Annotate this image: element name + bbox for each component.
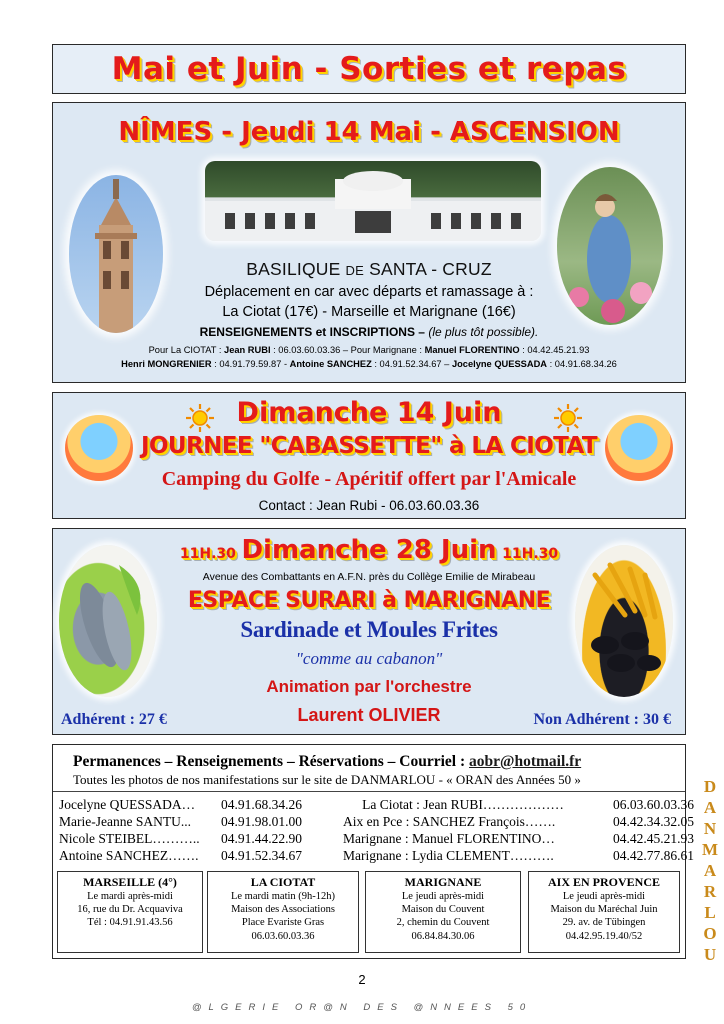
sardinade-date: Dimanche 28 Juin [241,535,497,565]
contact-phone: : 04.91.79.59.87 - [214,359,288,369]
page-number: 2 [358,972,366,987]
contact-phone: : 06.03.60.03.36 – Pour Marignane : [273,345,422,355]
cabassette-date: Dimanche 14 Juin [236,397,502,428]
basilica-photo [205,161,541,241]
contact-name: Jocelyne QUESSADA… [59,797,196,812]
sardinade-place: ESPACE SURARI à MARIGNANE [187,588,551,613]
contact-name: Marignane : Lydia CLEMENT………. [343,848,554,863]
office-marignane [365,871,521,953]
photos-notice: Toutes les photos de nos manifestations sur le site de DANMARLOU - « ORAN des Années 50 » [73,772,581,787]
side-watermark: DANMARLOU [701,777,719,964]
contact-phone: : 04.91.52.34.67 – [374,359,450,369]
contact-name: Antoine SANCHEZ [289,359,372,369]
office-line: 06.84.84.30.06 [411,930,475,942]
office-line: Le mardi après-midi [87,891,173,902]
sardinade-date-line [53,535,685,565]
contact-phone: 04.42.34.32.05 [613,814,694,829]
contact-phone: 06.03.60.03.36 [613,797,694,812]
contact-phone: : 04.91.68.34.26 [549,359,617,369]
contact-phone: 04.91.98.01.00 [221,814,302,829]
contact-phone: 04.91.52.34.67 [221,848,302,863]
sardinade-band: Laurent OLIVIER [297,705,441,725]
basilica-name [53,259,685,280]
nimes-contacts-line2 [53,359,685,369]
sardinade-animation: Animation par l'orchestre [266,677,472,696]
office-line: Le jeudi après-midi [562,891,646,902]
contact-name: Marignane : Manuel FLORENTINO… [343,831,555,846]
footer-tagline: @LGERIE OR@N DES @NNEES 50 [191,1002,533,1013]
divider [53,791,685,792]
office-la-ciotat [207,871,359,953]
sardinade-address: Avenue des Combattants en A.F.N. près du Collège Emilie de Mirabeau [202,571,536,583]
nimes-transport-line: Déplacement en car avec départs et ramassage à : [204,284,534,300]
page-title: Mai et Juin - Sorties et repas [111,51,627,87]
start-time: 11H.30 [179,546,236,562]
office-line: Le mardi matin (9h-12h) [230,891,336,902]
contact-phone: 04.42.45.21.93 [613,831,694,846]
sardinade-menu: Sardinade et Moules Frites [240,617,498,642]
sardinade-quote: "comme au cabanon" [295,649,443,668]
cabassette-section [52,392,686,519]
office-line: 29. av. de Tübingen [562,917,646,929]
office-line: Maison du Maréchal Juin [550,904,658,916]
title-banner [52,44,686,94]
office-name: LA CIOTAT [250,875,316,889]
contact-name: Manuel FLORENTINO [424,345,520,355]
office-line: Maison des Associations [231,904,335,916]
virgin-statue-photo [557,167,663,325]
office-line: Tél : 04.91.91.43.56 [87,917,173,929]
permanences-label: Permanences – Renseignements – Réservations – Courriel : [73,753,466,770]
office-line: 2, chemin du Couvent [396,917,490,929]
registration-label: RENSEIGNEMENTS et INSCRIPTIONS – [199,325,425,339]
contact-name: Aix en Pce : SANCHEZ François……. [343,814,556,829]
contact-name: Jean RUBI [224,345,271,355]
contact-name: La Ciotat : Jean RUBI……………… [362,797,564,812]
office-line: Place Evariste Gras [241,917,325,929]
contact-phone: 04.91.68.34.26 [221,797,302,812]
basilica-word: BASILIQUE [246,259,341,279]
office-aix-en-provence [528,871,680,953]
email-link[interactable]: aobr@hotmail.fr [469,753,582,770]
contact-phone: : 04.42.45.21.93 [522,345,590,355]
contact-name: Marie-Jeanne SANTU... [59,814,191,829]
cabassette-contact: Contact : Jean Rubi - 06.03.60.03.36 [258,498,480,513]
contact-name: Nicole STEIBEL……….. [59,831,200,846]
office-marseille [57,871,203,953]
office-line: 04.42.95.19.40/52 [565,930,643,942]
contact-phone: 04.42.77.86.61 [613,848,694,863]
contact-phone: 04.91.44.22.90 [221,831,302,846]
registration-note: (le plus tôt possible). [428,325,539,339]
office-name: MARIGNANE [404,875,482,889]
sardinade-section [52,528,686,735]
contact-prefix: Pour La CIOTAT : [148,345,222,355]
nimes-title: NÎMES - Jeudi 14 Mai - ASCENSION [118,117,620,147]
basilica-de: DE [345,263,365,278]
nimes-registration-line [53,325,685,339]
office-line: 06.03.60.03.36 [251,930,315,942]
office-line: Le jeudi après-midi [401,891,485,902]
start-time: 11H.30 [502,546,559,562]
cabassette-title: JOURNEE "CABASSETTE" à LA CIOTAT [141,433,597,459]
cabassette-subtitle: Camping du Golfe - Apéritif offert par l'Amicale [161,468,577,490]
nimes-section [52,102,686,383]
office-name: MARSEILLE (4°) [83,875,177,889]
contact-name: Antoine SANCHEZ……. [59,848,199,863]
non-member-price: Non Adhérent : 30 € [533,711,671,728]
nimes-contacts-line1 [53,345,685,355]
office-line: Maison du Couvent [401,904,485,916]
basilica-place: SANTA - CRUZ [369,259,492,279]
permanences-heading [73,753,581,771]
nimes-price-line: La Ciotat (17€) - Marseille et Marignane (16€) [222,304,516,320]
office-line: 16, rue du Dr. Acquaviva [77,904,183,916]
contact-name: Jocelyne QUESSADA [451,359,548,369]
contacts-section [52,744,694,959]
member-price: Adhérent : 27 € [61,711,167,728]
contact-name: Henri MONGRENIER [121,359,212,369]
office-name: AIX EN PROVENCE [547,875,660,889]
